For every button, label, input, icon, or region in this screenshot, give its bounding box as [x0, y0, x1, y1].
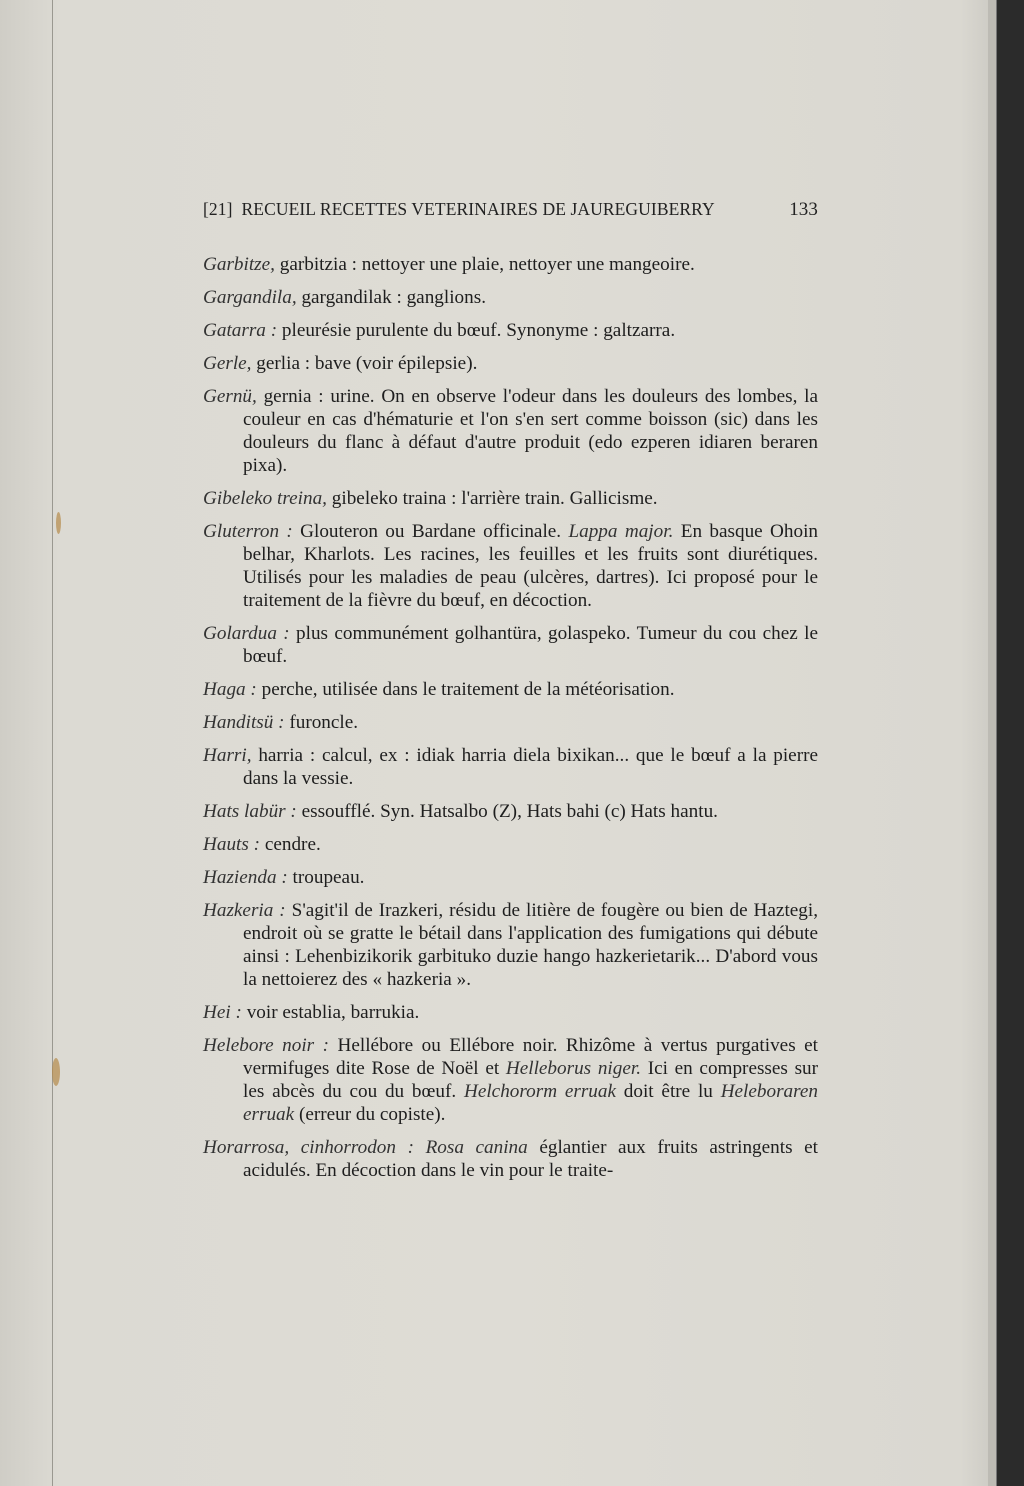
italic-term: Horarrosa, cinhorrodon : — [203, 1137, 414, 1158]
glossary-entry — [203, 487, 818, 510]
header-text: RECUEIL RECETTES VETERINAIRES DE JAUREGUIBERRY — [241, 199, 715, 219]
glossary-entry — [203, 253, 818, 276]
glossary-entry — [203, 899, 818, 991]
italic-term: Hei : — [203, 1002, 242, 1023]
entry-text: perche, utilisée dans le traitement de la météorisation. — [256, 679, 675, 700]
italic-term: Gluterron : — [203, 521, 293, 542]
entry-text: voir establia, barrukia. — [241, 1002, 420, 1023]
entry-text: (erreur du copiste). — [294, 1104, 446, 1125]
glossary-entry — [203, 520, 818, 612]
entry-text: gibeleko traina : l'arrière train. Gallicisme. — [326, 488, 658, 509]
entry-text: pleurésie purulente du bœuf. Synonyme : galtzarra. — [277, 320, 676, 341]
entry-text: En basque Ohoin belhar, Kharlots. Les racines, les feuilles et les fruits sont diurétiques. Utilisés pour les maladies de peau (ulcères, dartres). Ici proposé pour le traitement de la fièvre du bœuf, en décoction. — [243, 521, 819, 611]
italic-term: Hauts : — [203, 834, 261, 855]
italic-term: Helleborus niger. — [505, 1058, 642, 1079]
entry-text: essoufflé. Syn. Hatsalbo (Z), Hats bahi (c) Hats hantu. — [296, 801, 718, 822]
paper-stain — [52, 1058, 60, 1086]
paper-stain — [56, 512, 61, 534]
glossary-entries — [203, 253, 818, 1192]
section-number: [21] — [203, 199, 233, 219]
entry-text: plus communément golhantüra, golaspeko. Tumeur du cou chez le bœuf. — [243, 623, 818, 667]
glossary-entry — [203, 744, 818, 790]
italic-term: Golardua : — [203, 623, 290, 644]
glossary-entry — [203, 866, 818, 889]
entry-text: Hellébore ou Ellébore noir. Rhizôme à vertus purgatives et vermifuges dite Rose de Noël et — [243, 1035, 818, 1079]
italic-term: Gibeleko treina, — [203, 488, 327, 509]
glossary-entry — [203, 678, 818, 701]
italic-term: Hazkeria : — [203, 900, 286, 921]
header-title — [203, 199, 715, 221]
glossary-entry — [203, 833, 818, 856]
glossary-entry — [203, 1001, 818, 1024]
running-header — [203, 199, 818, 221]
page-spine — [52, 0, 53, 1486]
italic-term: Gargandila, — [203, 287, 297, 308]
entry-text: garbitzia : nettoyer une plaie, nettoyer une mangeoire. — [274, 254, 695, 275]
glossary-entry — [203, 1034, 818, 1126]
page-number: 133 — [789, 199, 818, 220]
entry-text: S'agit'il de Irazkeri, résidu de litière de fougère ou bien de Haztegi, endroit où se gratte le bétail dans l'application des fumigations qui débute ainsi : Lehenbizikorik garbituko duzie hango hazkerietarik... D'abord vous la nettoierez des « hazkeria ». — [243, 900, 819, 990]
entry-text: troupeau. — [287, 867, 365, 888]
page-edge — [988, 0, 997, 1486]
italic-term: Gatarra : — [203, 320, 278, 341]
italic-term: Gerle, — [203, 353, 252, 374]
italic-term: Hazienda : — [203, 867, 288, 888]
entry-text: gargandilak : ganglions. — [296, 287, 486, 308]
italic-term: Hats labür : — [203, 801, 297, 822]
italic-term: Heleboraren erruak — [243, 1081, 819, 1125]
entry-text: furoncle. — [284, 712, 359, 733]
italic-term: Garbitze, — [203, 254, 275, 275]
entry-text: gerlia : bave (voir épilepsie). — [251, 353, 478, 374]
italic-term: Helchororm erruak — [463, 1081, 616, 1102]
glossary-entry — [203, 352, 818, 375]
glossary-entry — [203, 1136, 818, 1182]
glossary-entry — [203, 319, 818, 342]
italic-term: Helebore noir : — [203, 1035, 330, 1056]
italic-term: Gernü, — [203, 386, 257, 407]
italic-term: Rosa canina — [425, 1137, 528, 1158]
entry-text — [414, 1137, 426, 1158]
italic-term: Harri, — [203, 745, 252, 766]
entry-text: harria : calcul, ex : idiak harria diela bixikan... que le bœuf a la pierre dans la vessie. — [243, 745, 818, 789]
entry-text: gernia : urine. On en observe l'odeur dans les douleurs des lombes, la couleur en cas d'hématurie et l'on s'en sert comme boisson (sic) dans les douleurs du flanc à défaut d'autre produit (edo ezperen idiaren beraren pixa). — [243, 386, 818, 476]
entry-text: Glouteron ou Bardane officinale. — [292, 521, 569, 542]
entry-text: doit être lu — [616, 1081, 721, 1102]
italic-term: Lappa major. — [568, 521, 674, 542]
glossary-entry — [203, 286, 818, 309]
italic-term: Handitsü : — [203, 712, 285, 733]
italic-term: Haga : — [203, 679, 257, 700]
glossary-entry — [203, 800, 818, 823]
entry-text: cendre. — [260, 834, 321, 855]
glossary-entry — [203, 622, 818, 668]
glossary-entry — [203, 711, 818, 734]
entry-text: églantier aux fruits astringents et acidulés. En décoction dans le vin pour le traite- — [243, 1137, 818, 1181]
entry-text: Ici en compresses sur les abcès du cou du bœuf. — [243, 1058, 819, 1102]
glossary-entry — [203, 385, 818, 477]
